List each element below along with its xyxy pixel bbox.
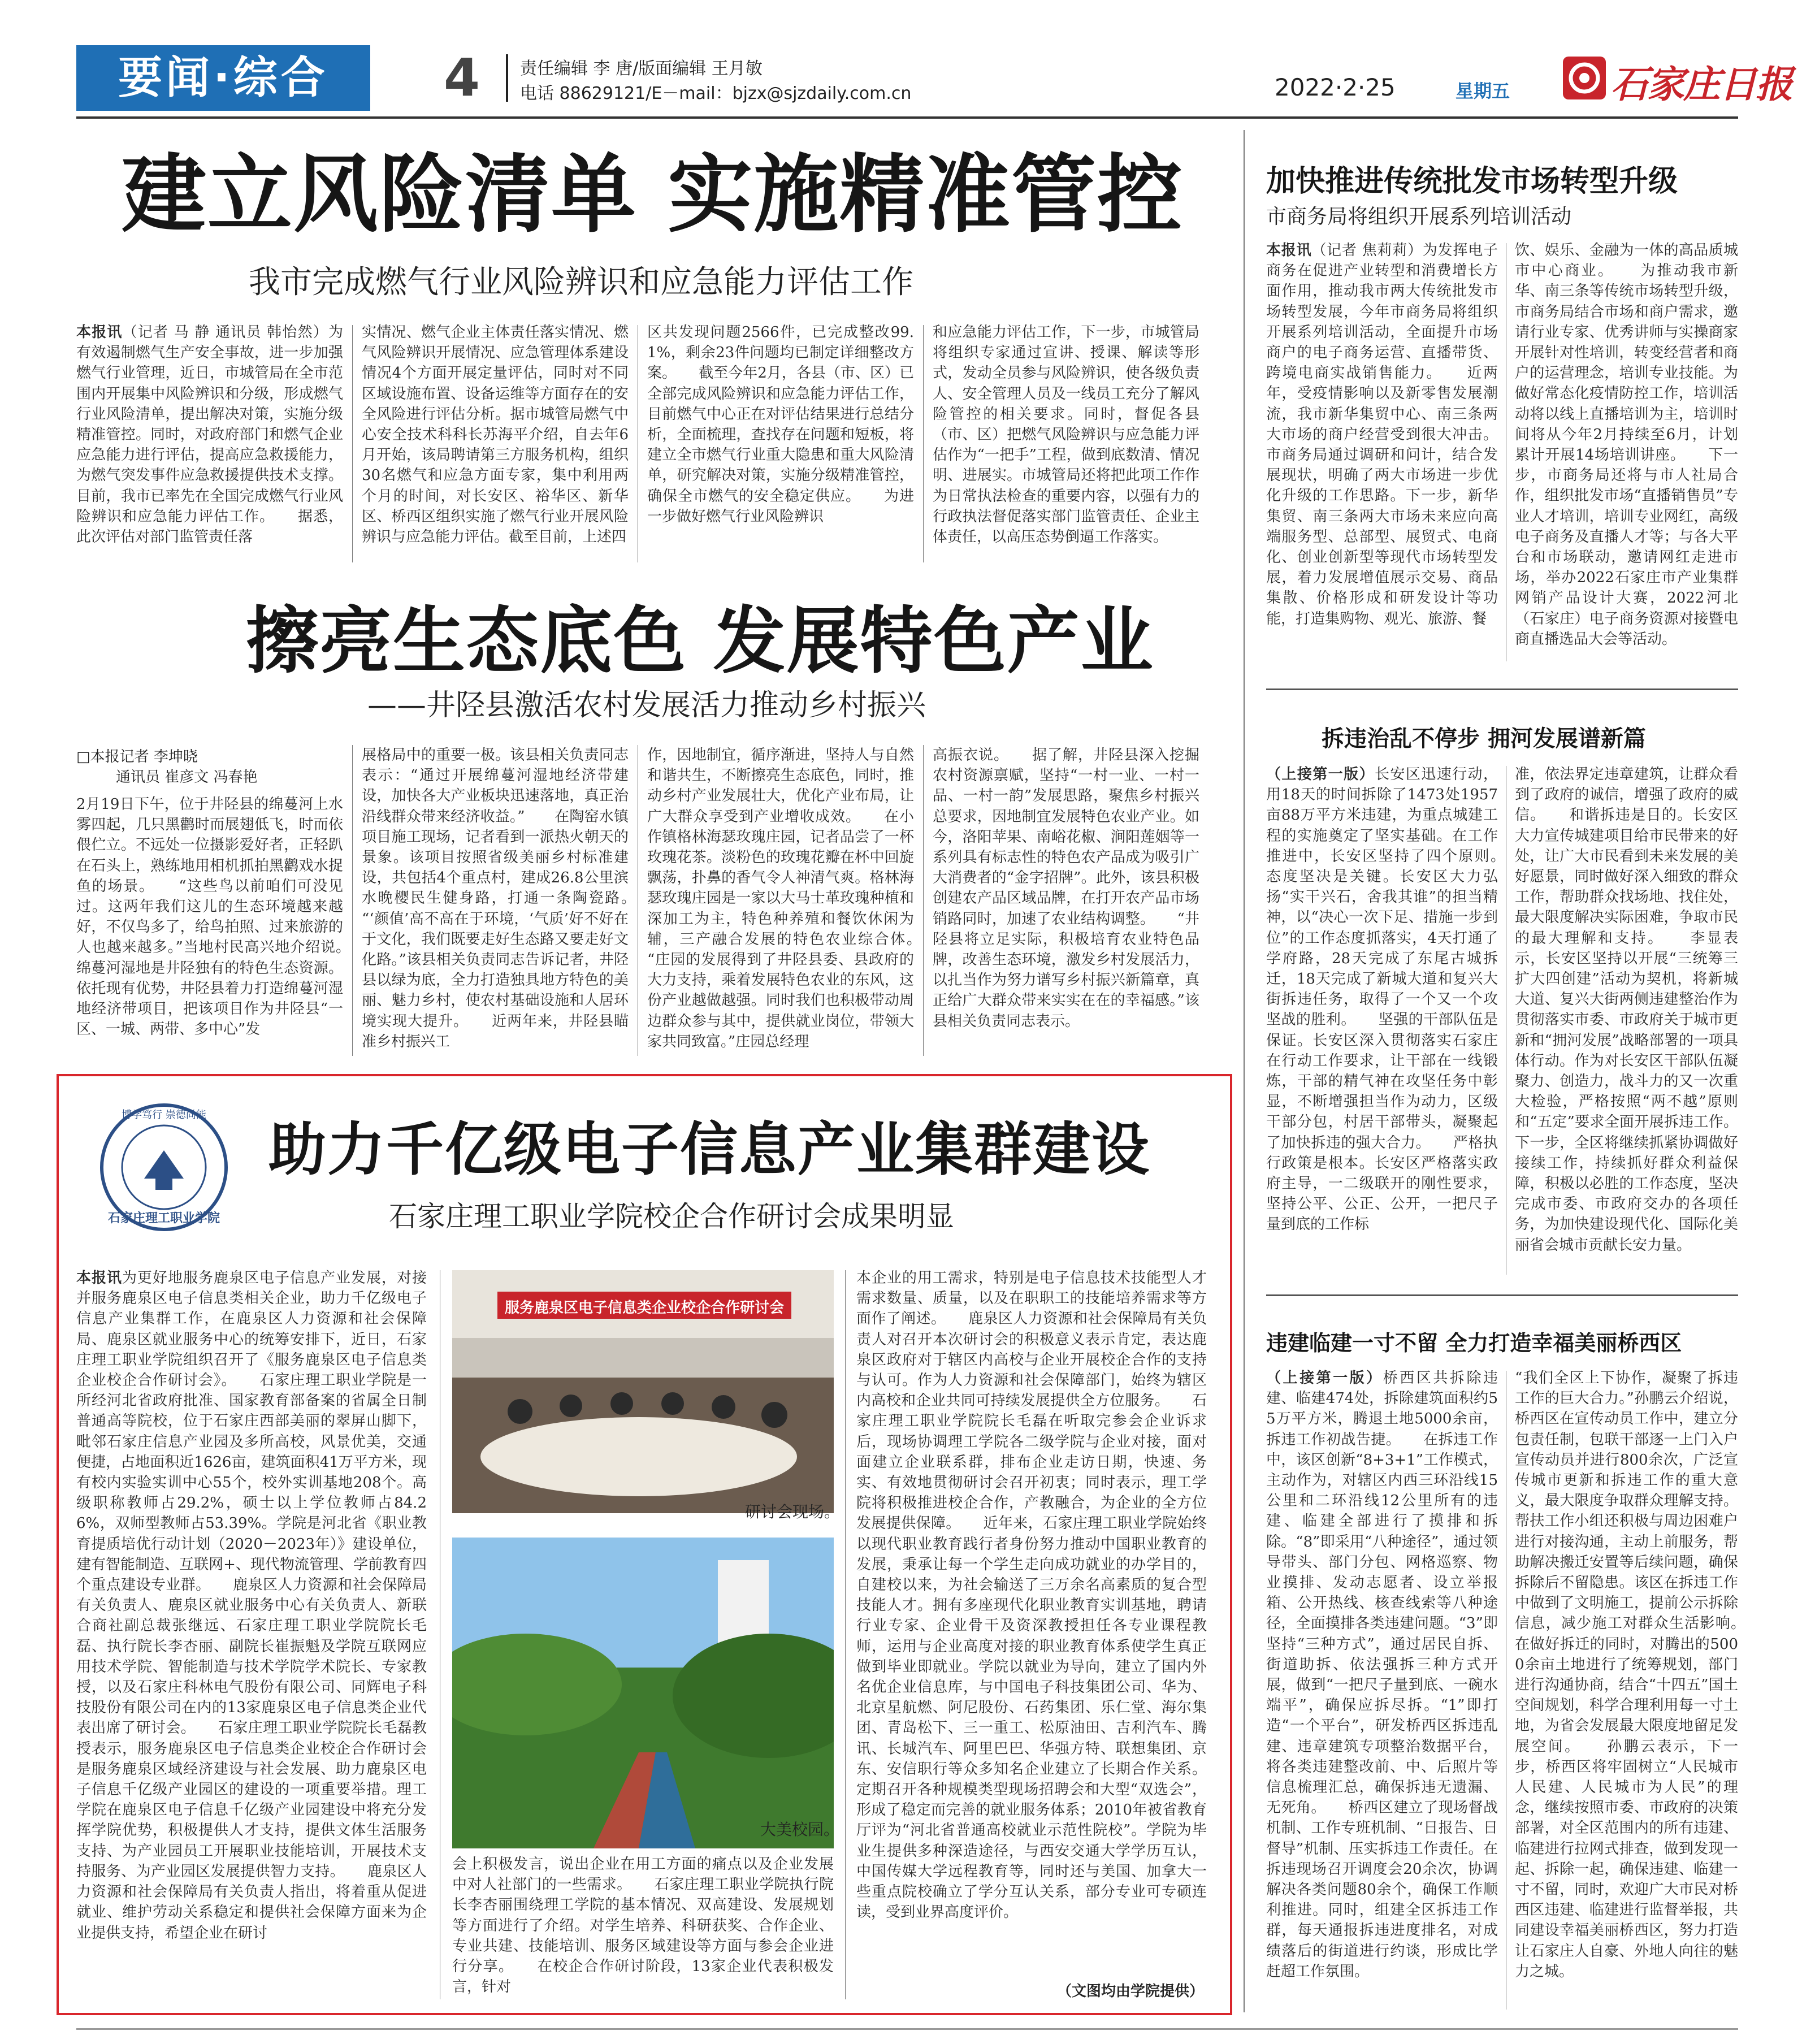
- trade-column-2: 饮、娱乐、金融为一体的高品质城市中心商业。 为推动我市新华、南三条等传统市场转型升级，市商务局结合市场和商户需求，邀请行业专家、优秀讲师与实操商家开展针对性培训，转变经营者和商户的运营理念，培训专业技能。为做好常态化疫情防控工作，培训活动将以线上直播培训为主，培训时间将从今年2月持续至6月，计划累计开展14场培训讲座。 下一步，市商务局还将与市人社局合作，组织批发市场“直播销售员”专业人才培训，培训专业网红，高级电子商务及直播人才等；与各大平台和市场联动，邀请网红走进市场，举办2022石家庄市产业集群网销产品设计大赛，2022河北（石家庄）电子商务资源对接暨电商直播选品大会等活动。: [1515, 242, 1738, 648]
- demolition-column-2: 准，依法界定违章建筑，让群众看到了政府的诚信，增强了政府的威信。 和谐拆违是目的。长安区大力宣传城建项目给市民带来的好处，让广大市民看到未来发展的美好愿景，同时做好深入细致的群众工作，帮助群众找场地、找住处，最大限度解决实际困难，争取市民的最大理解和支持。 李显表示，长安区坚持以开展“三统筹三扩大四创建”活动为契机，将新城大道、复兴大街两侧违建整治作为贯彻落实市委、市政府关于城市更新和“拥河发展”战略部署的一项具体行动。作为对长安区干部队伍凝聚力、创造力，战斗力的又一次重大检验，严格按照“两不越”原则和“五定”要求全面开展拆违工作。下一步，全区将继续抓紧协调做好接续工作，持续抓好群众利益保障，积极以必胜的工作态度，坚决完成市委、市政府交办的各项任务，为加快建设现代化、国际化美丽省会城市贡献长安力量。: [1515, 766, 1738, 1254]
- paper-logo-icon: [1562, 55, 1607, 101]
- section-title: 要闻·综合: [76, 45, 370, 111]
- page-number: 4: [444, 47, 480, 108]
- school-subheadline: 石家庄理工职业学院校企合作研讨会成果明显: [389, 1200, 954, 1233]
- qiaoxi-byline: （上接第一版）: [1266, 1370, 1383, 1387]
- issue-date: 2022·2·25: [1275, 73, 1396, 101]
- weekday: 星期五: [1456, 80, 1510, 102]
- risk-col-divider: [352, 325, 353, 562]
- risk-byline: 本报讯: [76, 324, 123, 341]
- masthead-divider: [506, 54, 508, 102]
- risk-column-4: 和应急能力评估工作，下一步，市城管局将组织专家通过宣讲、授课、解读等形式，发动全员参与风险辨识，使各级负责人、安全管理人员及一线员工充分了解风险管控的相关要求。同时，督促各县（市、区）把燃气风险辨识与应急能力评估作为“一把手”工程，做到底数清、情况明、进展实。市城管局还将把此项工作作为日常执法检查的重要内容，以强有力的行政执法督促落实部门监管责任、企业主体责任，以高压态势倒逼工作落实。: [933, 324, 1199, 546]
- qiaoxi-column-2: “我们全区上下协作，凝聚了拆违工作的巨大合力。”孙鹏云介绍说，桥西区在宣传动员工作中，建立分包责任制，包联干部逐一上门入户宣传动员并进行800余次，广泛宣传城市更新和拆违工作的重大意义，最大限度争取群众理解支持。帮扶工作小组还积极与周边困难户进行对接沟通，主动上前服务，帮助解决搬迁安置等后续问题，确保拆除后不留隐患。该区在拆违工作中做到了文明施工，提前公示拆除信息，减少施工对群众生活影响。 在做好拆迁的同时，对腾出的5000余亩土地进行了统筹规划，部门进行沟通协商，结合“十四五”国土空间规划，科学合理利用每一寸土地，为省会发展最大限度地留足发展空间。 孙鹏云表示，下一步，桥西区将牢固树立“人民城市人民建、人民城市为人民”的理念，继续按照市委、市政府的决策部署，对全区范围内的所有违建、临建进行拉网式排查，做到发现一起、拆除一起，确保违建、临建一寸不留，同时，欢迎广大市民对桥西区违建、临建进行监督举报，共同建设幸福美丽桥西区，努力打造让石家庄人自豪、外地人向往的魅力之城。: [1515, 1370, 1738, 1980]
- section-rule: [1266, 688, 1738, 690]
- eco-col-divider: [352, 745, 353, 1056]
- eco-byline-correspondents: 通讯员 崔彦文 冯春艳: [116, 769, 258, 786]
- trade-subheadline: 市商务局将组织开展系列培训活动: [1266, 205, 1572, 228]
- eco-byline-reporter: □本报记者 李坤晓: [76, 748, 198, 765]
- eco-subheadline: ——井陉县激活农村发展活力推动乡村振兴: [367, 688, 926, 722]
- eco-column-4: 高振衣说。 据了解，井陉县深入挖掘农村资源禀赋，坚持“一村一业、一村一品、一村一韵”发展思路，聚焦乡村振兴总要求，因地制宜发展特色农业产业。如今，洛阳苹果、南峪花椒、涧阳莲姻等一系列具有标志性的特色农产品成为吸引广大消费者的“金字招牌”。此外，该县积极创建农产品区域品牌，在打开农产品市场销路同时，加速了农业结构调整。 “井陉县将立足实际，积极培育农业特色品牌，改善生态环境，激发乡村发展活力，以扎当作为努力谱写乡村振兴新篇章，真正给广大群众带来实实在在的幸福感。”该县相关负责同志表示。: [933, 747, 1199, 1030]
- contact: 电话 88629121/E－mail：bjzx@sjzdaily.com.cn: [520, 84, 912, 103]
- demolition-byline: （上接第一版）: [1266, 766, 1375, 783]
- risk-column-1: 本报讯（记者 马 静 通讯员 韩怡然）为有效遏制燃气生产安全事故，进一步加强燃气行业管理，近日，市城管局在全市范围内开展集中风险辨识和分级，形成燃气行业风险清单，提出解决对策，实施分级精准管控。同时，对政府部门和燃气企业应急能力进行评估，提高应急救援能力，为燃气突发事件应急救援提供技术支撑。目前，我市已率先在全国完成燃气行业风险辨识和应急能力评估工作。 据悉，此次评估对部门监管责任落: [76, 324, 343, 546]
- school-logo-text: 石家庄理工职业学院: [107, 1211, 220, 1225]
- demolition-headline: 拆违治乱不停步 拥河发展谱新篇: [1322, 726, 1646, 752]
- school-column-2: 会上积极发言，说出企业在用工方面的痛点以及企业发展中对人社部门的一些需求。 石家庄理工职业学院执行院长李杏丽围绕理工学院的基本情况、双高建设、发展规划等方面进行了介绍。对学生培养、科研获奖、合作企业、专业共建、技能培训、服务区域建设等方面与参会企业进行分享。 在校企合作研讨阶段，13家企业代表积极发言，针对: [452, 1856, 834, 1996]
- eco-col-divider: [923, 745, 924, 1056]
- eco-headline: 擦亮生态底色 发展特色产业: [246, 599, 1154, 683]
- bottom-rule: [76, 2028, 1738, 2030]
- risk-subheadline: 我市完成燃气行业风险辨识和应急能力评估工作: [249, 264, 913, 301]
- caption-meeting: 研讨会现场。: [745, 1502, 841, 1521]
- eco-column-2: 展格局中的重要一极。该县相关负责同志表示：“通过开展绵蔓河湿地经济带建设，加快各大产业板块迅速落地，真正治沿线群众带来经济收益。” 在陶窑水镇项目施工现场，记者看到一派热火朝天的景象。该项目按照省级美丽乡村标准建设，共包括4个重点村，建成26.8公里滨水晚樱民生健身路，打通一条陶瓷路。 “‘颜值’高不高在于环境，‘气质’好不好在于文化，我们既要走好生态路又要走好文化路。”该县相关负责同志告诉记者，井陉县以绿为底，全力打造独具地方特色的美丽、魅力乡村，使农村基础设施和人居环境实现大提升。 近两年来，井陉县瞄准乡村振兴工: [362, 747, 629, 1050]
- school-column-1: 本报讯为更好地服务鹿泉区电子信息产业发展，对接并服务鹿泉区电子信息类相关企业，助力千亿级电子信息产业集群工作，在鹿泉区人力资源和社会保障局、鹿泉区就业服务中心的统筹安排下，近日，石家庄理工职业学院组织召开了《服务鹿泉区电子信息类企业校企合作研讨会》。 石家庄理工职业学院是一所经河北省政府批准、国家教育部备案的省属全日制普通高等院校，位于石家庄西部美丽的翠屏山脚下，毗邻石家庄信息产业园及多所高校，风景优美，交通便捷，占地面积近1626亩，建筑面积41万平方米，现有校内实验实训中心55个，校外实训基地208个。高级职称教师占29.2%，硕士以上学位教师占84.26%，双师型教师占53.39%。学院是河北省《职业教育提质培优行动计划（2020－2023年）》建设单位，建有智能制造、互联网+、现代物流管理、学前教育四个重点建设专业群。 鹿泉区人力资源和社会保障局有关负责人、鹿泉区就业服务中心有关负责人、新联合商社副总裁张继远、石家庄理工职业学院院长毛磊、执行院长李杏丽、副院长崔振魁及学院互联网应用技术学院、智能制造与技术学院学术院长、专家教授，以及石家庄科林电气股份有限公司、同辉电子科技股份有限公司在内的13家鹿泉区电子信息类企业代表出席了研讨会。 石家庄理工职业学院院长毛磊教授表示，服务鹿泉区电子信息类企业校企合作研讨会是服务鹿泉区域经济建设与社会发展、助力鹿泉区电子信息千亿级产业园区的建设的一项重要举措。理工学院在鹿泉区电子信息千亿级产业园建设中将充分发挥学院优势，积极提供人才支持，提供文体生活服务支持、为产业园员工开展职业技能培训，开展技术支持服务、为产业园区发展提供智力支持。 鹿泉区人力资源和社会保障局有关负责人指出，将着重从促进就业、维护劳动关系稳定和提供社会保障方面来为企业提供支持，希望企业在研讨: [76, 1270, 427, 1942]
- trade-byline: 本报讯: [1266, 242, 1312, 259]
- meeting-banner-text: 服务鹿泉区电子信息类企业校企合作研讨会: [504, 1300, 784, 1317]
- school-col-divider: [845, 1270, 846, 1999]
- risk-column-3: 区共发现问题2566件，已完成整改99.1%，剩余23件问题均已制定详细整改方案。 截至今年2月，各县（市、区）已全部完成风险辨识和应急能力评估工作，目前燃气中心正在对评估结果进行总结分析，全面梳理，查找存在问题和短板，将建立全市燃气行业重大隐患和重大风险清单，研究解决对策，实施分级精准管控，确保全市燃气的安全稳定供应。 为进一步做好燃气行业风险辨识: [647, 324, 914, 525]
- qiaoxi-headline: 违建临建一寸不留 全力打造幸福美丽桥西区: [1266, 1331, 1682, 1356]
- risk-column-2: 实情况、燃气企业主体责任落实情况、燃气风险辨识开展情况、应急管理体系建设情况4个方面开展定量评估，同时对不同区域设施布置、设备运维等方面存在的安全风险进行评估分析。据市城管局燃气中心安全技术科科长苏海平介绍，自去年6月开始，该局聘请第三方服务机构，组织30名燃气和应急方面专家，集中利用两个月的时间，对长安区、裕华区、新华区、桥西区组织实施了燃气行业开展风险辨识与应急能力评估。截至目前，上述四: [362, 324, 629, 546]
- campus-photo: [452, 1538, 834, 1848]
- photo-credit: （文图均由学院提供）: [1057, 1983, 1205, 2000]
- trade-column-1: 本报讯（记者 焦莉莉）为发挥电子商务在促进产业转型和消费增长方面作用，推动我市两大传统批发市场转型发展，今年市商务局将组织开展系列培训活动，全面提升市场商户的电子商务运营、直播带货、跨境电商实战销售能力。 近两年，受疫情影响以及新零售发展潮流，我市新华集贸中心、南三条两大市场的商户经营受到很大冲击。市商务局通过调研和问计，结合发展现状，明确了两大市场进一步优化升级的工作思路。下一步，新华集贸、南三条两大市场未来应向高端服务型、总部型、展贸式、电商化、创业创新型等现代市场转型发展，着力发展增值展示交易、商品集散、价格形成和研发设计等功能，打造集购物、观光、旅游、餐: [1266, 242, 1498, 627]
- school-headline: 助力千亿级电子信息产业集群建设: [268, 1116, 1150, 1184]
- masthead-rule: [76, 116, 1738, 119]
- trade-headline: 加快推进传统批发市场转型升级: [1266, 164, 1678, 198]
- right-rail-divider: [1244, 130, 1245, 2012]
- demolition-column-1: （上接第一版）长安区迅速行动，用18天的时间拆除了1473处1957亩88万平方米违建，为重点城建工程的实施奠定了坚实基础。在工作推进中，长安区坚持了四个原则。 态度坚决是关键。长安区大力弘扬“实干兴石，舍我其谁”的担当精神，以“决心一次下足、措施一步到位”的工作态度抓落实，4天打通了学府路，28天完成了东尾古城拆迁，18天完成了新城大道和复兴大街拆违任务，取得了一个又一个攻坚战的胜利。 坚强的干部队伍是保证。长安区深入贯彻落实石家庄在行动工作要求，让干部在一线锻炼，干部的精气神在攻坚任务中彰显，不断增强担当作为动力，区级干部分包，村居干部带头，凝聚起了加快拆违的强大合力。 严格执行政策是根本。长安区严格落实政府主导，一二级联开的刚性要求，坚持公平、公正、公开，一把尺子量到底的工作标: [1266, 766, 1498, 1233]
- caption-campus: 大美校园。: [760, 1820, 840, 1839]
- school-logo-motto: 博学笃行 崇德尚能: [122, 1109, 206, 1121]
- eco-column-1: 2月19日下午，位于井陉县的绵蔓河上水雾四起，几只黑鹳时而展翅低飞，时而依偎伫立。不远处一位摄影爱好者，正轻趴在石头上，熟练地用相机抓拍黑鹳戏水捉鱼的场景。 “这些鸟以前咱们可没见过。这两年我们这儿的生态环境越来越好，不仅鸟多了，给鸟拍照、过来旅游的人也越来越多。”当地村民高兴地介绍说。 绵蔓河湿地是井陉独有的特色生态资源。依托现有优势，井陉县着力打造绵蔓河湿地经济带项目，把该项目作为井陉县“一区、一城、两带、多中心”发: [76, 796, 343, 1038]
- qiaoxi-column-1: （上接第一版）桥西区共拆除违建、临建474处，拆除建筑面积约55万平方米，腾退土地5000余亩，拆违工作初战告捷。 在拆违工作中，该区创新“8+3+1”工作模式，主动作为，对辖区内西三环沿线15公里和二环沿线12公里所有的违建、临建全部进行了摸排和拆除。“8”即采用“八种途径”，通过领导带头、部门分包、网格巡察、物业摸排、发动志愿者、设立举报箱、公开热线、核查线索等八种途径，全面摸排各类违建问题。“3”即坚持“三种方式”，通过居民自拆、街道助拆、依法强拆三种方式开展，做到“一把尺子量到底、一碗水端平”，确保应拆尽拆。“1”即打造“一个平台”，研发桥西区拆违乱建、违章建筑专项整治数据平台，将各类违建整改前、中、后照片等信息梳理汇总，确保拆违无遗漏、无死角。 桥西区建立了现场督战机制、工作专班机制、“日报告、日督导”机制、压实拆违工作责任。在拆违现场召开调度会20余次，协调解决各类问题80余个，确保工作顺利推进。同时，组建全区拆违工作群，每天通报拆违进度排名，对成绩落后的街道进行约谈，形成比学赶超工作氛围。: [1266, 1370, 1498, 1980]
- eco-column-3: 作，因地制宜，循序渐进，坚持人与自然和谐共生，不断擦亮生态底色，同时，推动乡村产业发展壮大，优化产业布局，让广大群众享受到产业增收成效。 在小作镇格林海瑟玫瑰庄园，记者品尝了一杯玫瑰花茶。淡粉色的玫瑰花瓣在杯中回旋飘荡，扑鼻的香气令人神清气爽。格林海瑟玫瑰庄园是一家以大马士革玫瑰种植和深加工为主，特色种养殖和餐饮休闲为辅，三产融合发展的特色农业综合体。 “庄园的发展得到了井陉县委、县政府的大力支持，乘着发展特色农业的东风，这份产业越做越强。同时我们也积极带动周边群众参与其中，提供就业岗位，带领大家共同致富。”庄园总经理: [647, 747, 914, 1050]
- masthead: [76, 44, 1792, 112]
- editors: 责任编辑 李 唐/版面编辑 王月敏: [520, 59, 763, 79]
- school-column-3: 本企业的用工需求，特别是电子信息技术技能型人才需求数量、质量，以及在职职工的技能培养需求等方面作了阐述。 鹿泉区人力资源和社会保障局有关负责人对召开本次研讨会的积极意义表示肯定，表达鹿泉区政府对于辖区内高校与企业开展校企合作的支持与认可。作为人力资源和社会保障部门，始终为辖区内高校和企业共同可持续发展提供全方位服务。 石家庄理工职业学院院长毛磊在听取完参会企业诉求后，现场协调理工学院各二级学院与企业对接，面对面建立企业联系群，排布企业走访日期，快速、务实、有效地贯彻研讨会召开初衷；同时表示，理工学院将积极推进校企合作，产教融合，为企业的全方位发展提供保障。 近年来，石家庄理工职业学院始终以现代职业教育践行者身份努力推动中国职业教育的发展，秉承让每一个学生走向成功就业的办学目的，自建校以来，为社会输送了三万余名高素质的复合型技能人才。拥有多座现代化职业教育实训基地，聘请行业专家、企业骨干及资深教授担任各专业课程教师，运用与企业高度对接的职业教育体系使学生真正做到毕业即就业。学院以就业为导向，建立了国内外名优企业信息库，与中国电子科技集团公司、华为、北京星航燃、阿尼股份、石药集团、乐仁堂、海尔集团、青岛松下、三一重工、松原油田、吉利汽车、腾讯、长城汽车、阿里巴巴、华强方特、联想集团、京东、安信职行等众多知名企业建立了长期合作关系。定期召开各种规模类型现场招聘会和大型“双选会”，形成了稳定而完善的就业服务体系；2010年被省教育厅评为“河北省普通高校就业示范性院校”。学院为毕业生提供多种深造途径，与西安交通大学学历互认，中国传媒大学远程教育等，同时还与美国、加拿大一些重点院校确立了学分互认关系，部分专业可专硕连读，受到业界高度评价。: [856, 1270, 1207, 1921]
- school-byline: 本报讯: [76, 1270, 122, 1287]
- risk-col-divider: [923, 325, 924, 562]
- risk-headline: 建立风险清单 实施精准管控: [122, 146, 1184, 244]
- section-rule: [1266, 1294, 1738, 1296]
- paper-name: 石家庄日报: [1611, 63, 1792, 106]
